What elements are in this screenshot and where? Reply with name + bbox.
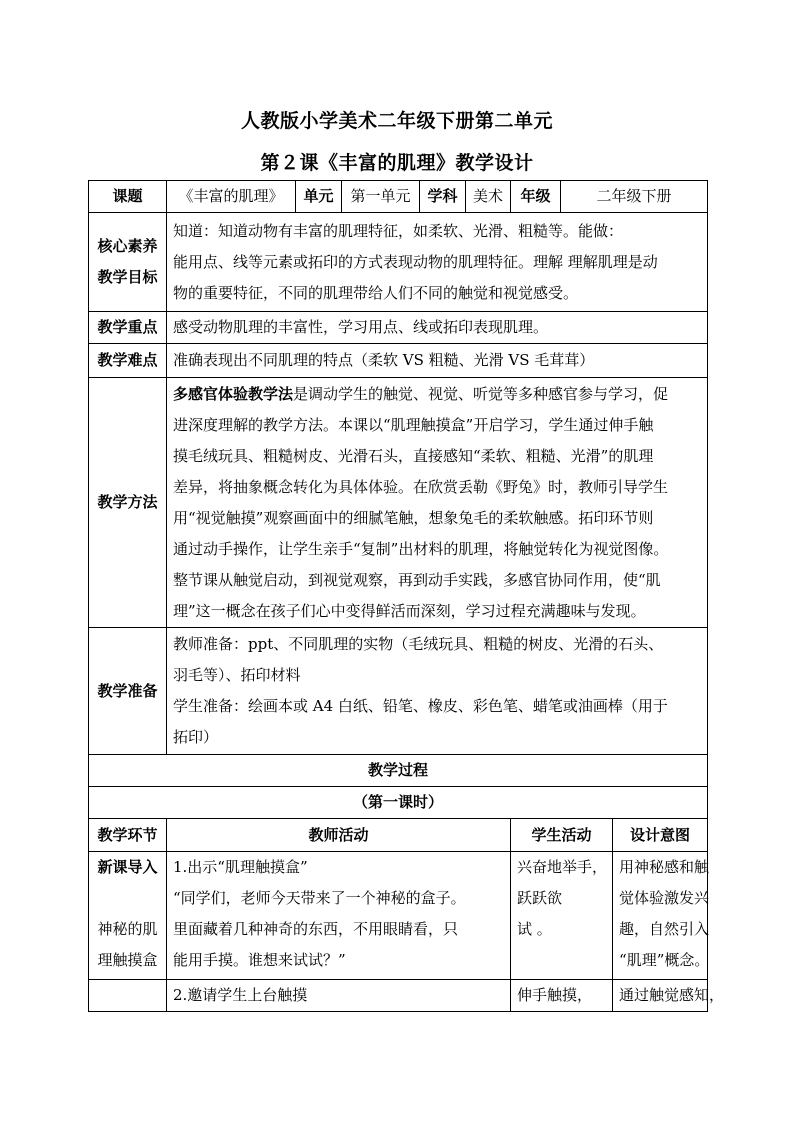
method-content bbox=[167, 378, 708, 628]
prep-content bbox=[167, 628, 708, 755]
student-header: 学生活动 bbox=[511, 819, 613, 852]
goals-line: 能用点、线等元素或拓印的方式表现动物的肌理特征。理解 理解肌理是动 bbox=[173, 252, 658, 271]
key-point-row bbox=[89, 312, 708, 344]
goals-line: 知道：知道动物有丰富的肌理特征，如柔软、光滑、粗糙等。能做： bbox=[173, 221, 624, 240]
method-label: 教学方法 bbox=[89, 378, 167, 628]
teacher-activity bbox=[167, 852, 511, 980]
prep-line: 拓印） bbox=[173, 728, 219, 746]
teacher-line: 能用手摸。谁想来试试？” bbox=[173, 951, 346, 969]
lesson-plan-table bbox=[88, 180, 725, 1012]
grade-value: 二年级下册 bbox=[561, 181, 708, 213]
teacher-header: 教师活动 bbox=[167, 819, 511, 852]
goals-row bbox=[89, 213, 708, 312]
student-activity: 伸手触摸， bbox=[511, 980, 613, 1012]
stage-header: 教学环节 bbox=[89, 819, 167, 852]
prep-row bbox=[89, 628, 708, 755]
lesson-title: 第２课《丰富的肌理》教学设计 bbox=[260, 152, 534, 174]
stage-cell bbox=[89, 980, 167, 1012]
prep-label: 教学准备 bbox=[89, 628, 167, 755]
document-title: 人教版小学美术二年级下册第二单元 bbox=[240, 110, 553, 132]
method-line bbox=[173, 379, 701, 410]
stage-cell bbox=[89, 852, 167, 980]
method-line: 通过动手操作，让学生亲手“复制”出材料的肌理，将触觉转化为视觉图像。 bbox=[173, 539, 669, 558]
goals-content bbox=[167, 213, 708, 312]
teacher-line: “同学们，老师今天带来了一个神秘的盒子。 bbox=[173, 889, 466, 907]
grade-label: 年级 bbox=[511, 181, 561, 213]
method-line: 用“视觉触摸”观察画面中的细腻笔触，想象兔毛的柔软触感。拓印环节则 bbox=[173, 508, 654, 527]
stage-spacer bbox=[91, 883, 164, 914]
prep-line: 羽毛等）、拓印材料 bbox=[173, 666, 301, 684]
topic-label: 课题 bbox=[89, 181, 167, 213]
goals-label-line: 核心素养 bbox=[97, 237, 158, 255]
method-line-text: 是调动学生的触觉、视觉、听觉等多种感官参与学习，促 bbox=[293, 384, 669, 403]
unit-value: 第一单元 bbox=[342, 181, 420, 213]
prep-line: 教师准备：ppt、不同肌理的实物（毛绒玩具、粗糙的树皮、光滑的石头、 bbox=[173, 635, 664, 653]
method-line: 摸毛绒玩具、粗糙树皮、光滑石头，直接感知“柔软、粗糙、光滑”的肌理 bbox=[173, 446, 654, 465]
intent-header: 设计意图 bbox=[613, 819, 708, 852]
design-intent bbox=[613, 852, 708, 980]
intent-line: 用神秘感和触 bbox=[619, 858, 710, 876]
key-point-content: 感受动物肌理的丰富性，学习用点、线或拓印表现肌理。 bbox=[167, 312, 708, 344]
teacher-line: 1.出示“肌理触摸盒” bbox=[173, 858, 308, 876]
subject-value: 美术 bbox=[466, 181, 511, 213]
student-line: 跃跃欲 bbox=[517, 889, 563, 907]
stage-subtitle-line: 理触摸盒 bbox=[97, 951, 158, 969]
design-intent: 通过触觉感知， bbox=[613, 980, 708, 1012]
process-title: 教学过程 bbox=[89, 755, 708, 787]
goals-line: 物的重要特征，不同的肌理带给人们不同的触觉和视觉感受。 bbox=[173, 283, 579, 302]
teacher-line: 里面藏着几种神奇的东西，不用眼睛看，只 bbox=[173, 920, 459, 938]
method-line: 差异，将抽象概念转化为具体体验。在欣赏丢勒《野兔》时，教师引导学生 bbox=[173, 477, 669, 496]
process-title-row bbox=[89, 755, 708, 787]
goals-label-line: 教学目标 bbox=[97, 268, 158, 286]
subject-label: 学科 bbox=[420, 181, 466, 213]
topic-value: 《丰富的肌理》 bbox=[167, 181, 296, 213]
session-row bbox=[89, 787, 708, 819]
stage-subtitle-line: 神秘的肌 bbox=[97, 920, 158, 938]
difficulty-row bbox=[89, 344, 708, 378]
difficulty-label: 教学难点 bbox=[89, 344, 167, 378]
method-lead: 多感官体验教学法 bbox=[173, 384, 294, 403]
process-header-row bbox=[89, 819, 708, 852]
method-line: 整节课从触觉启动，到视觉观察，再到动手实践，多感官协同作用，使“肌 bbox=[173, 570, 661, 589]
student-line: 试 。 bbox=[517, 920, 552, 938]
unit-label: 单元 bbox=[296, 181, 342, 213]
intent-line: 趣，自然引入 bbox=[619, 920, 710, 938]
goals-label bbox=[89, 213, 167, 312]
intent-line: “肌理”概念。 bbox=[619, 951, 710, 969]
intent-line: 觉体验激发兴 bbox=[619, 889, 710, 907]
session-title: （第一课时） bbox=[89, 787, 708, 819]
method-line: 理”这一概念在孩子们心中变得鲜活而深刻，学习过程充满趣味与发现。 bbox=[173, 601, 646, 620]
process-row bbox=[89, 852, 708, 980]
teacher-activity: 2.邀请学生上台触摸 bbox=[167, 980, 511, 1012]
method-row bbox=[89, 378, 708, 628]
student-activity bbox=[511, 852, 613, 980]
method-line: 进深度理解的教学方法。本课以“肌理触摸盒”开启学习，学生通过伸手触 bbox=[173, 415, 654, 434]
stage-title: 新课导入 bbox=[97, 858, 158, 876]
key-point-label: 教学重点 bbox=[89, 312, 167, 344]
difficulty-content: 准确表现出不同肌理的特点（柔软 VS 粗糙、光滑 VS 毛茸茸） bbox=[167, 344, 708, 378]
student-line: 兴奋地举手， bbox=[517, 858, 608, 876]
prep-line: 学生准备：绘画本或 A4 白纸、铅笔、橡皮、彩色笔、蜡笔或油画棒（用于 bbox=[173, 697, 668, 715]
info-row bbox=[89, 181, 708, 213]
process-row bbox=[89, 980, 708, 1012]
